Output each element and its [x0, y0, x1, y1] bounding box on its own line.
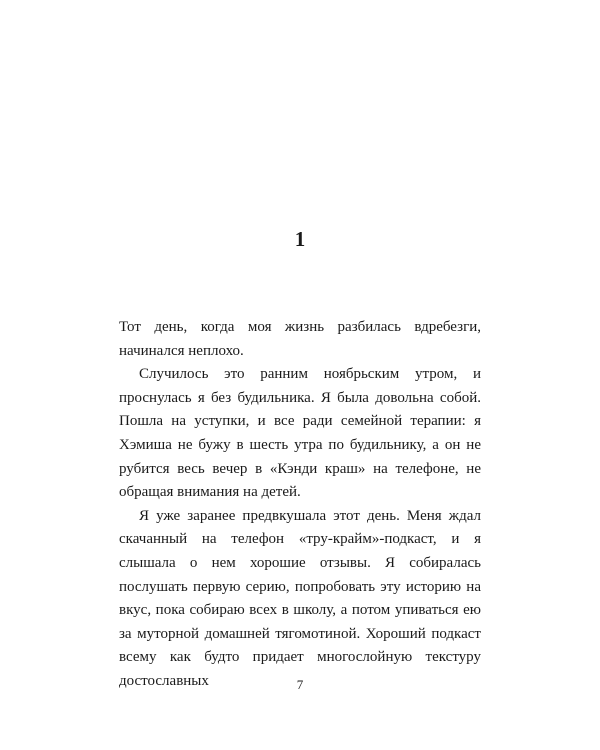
chapter-body: [119, 316, 481, 694]
chapter-number: 1: [294, 227, 306, 251]
paragraph: Тот день, когда моя жизнь разбилась вдребезги, начинался неплохо.: [119, 319, 481, 359]
paragraph: Я уже заранее предвкушала этот день. Меня ждал скачанный на телефон «тру-крайм»-подкаст, и я слышала о нем хорошие отзывы. Я собиралась послушать первую серию, попробовать эту историю на вкус, пока собираю всех в школу, а потом упиваться ею за муторной домашней тягомотиной. Хороший подкаст всему как будто придает многослойную текстуру достославных: [119, 507, 481, 689]
paragraph: Случилось это ранним ноябрьским утром, и проснулась я без будильника. Я была довольна собой. Пошла на уступки, и все ради семейной терапии: я Хэмиша не бужу в шесть утра по будильнику, а он не рубится весь вечер в «Кэнди краш» на телефоне, не обращая внимания на детей.: [119, 366, 481, 501]
page-number: 7: [296, 677, 304, 692]
